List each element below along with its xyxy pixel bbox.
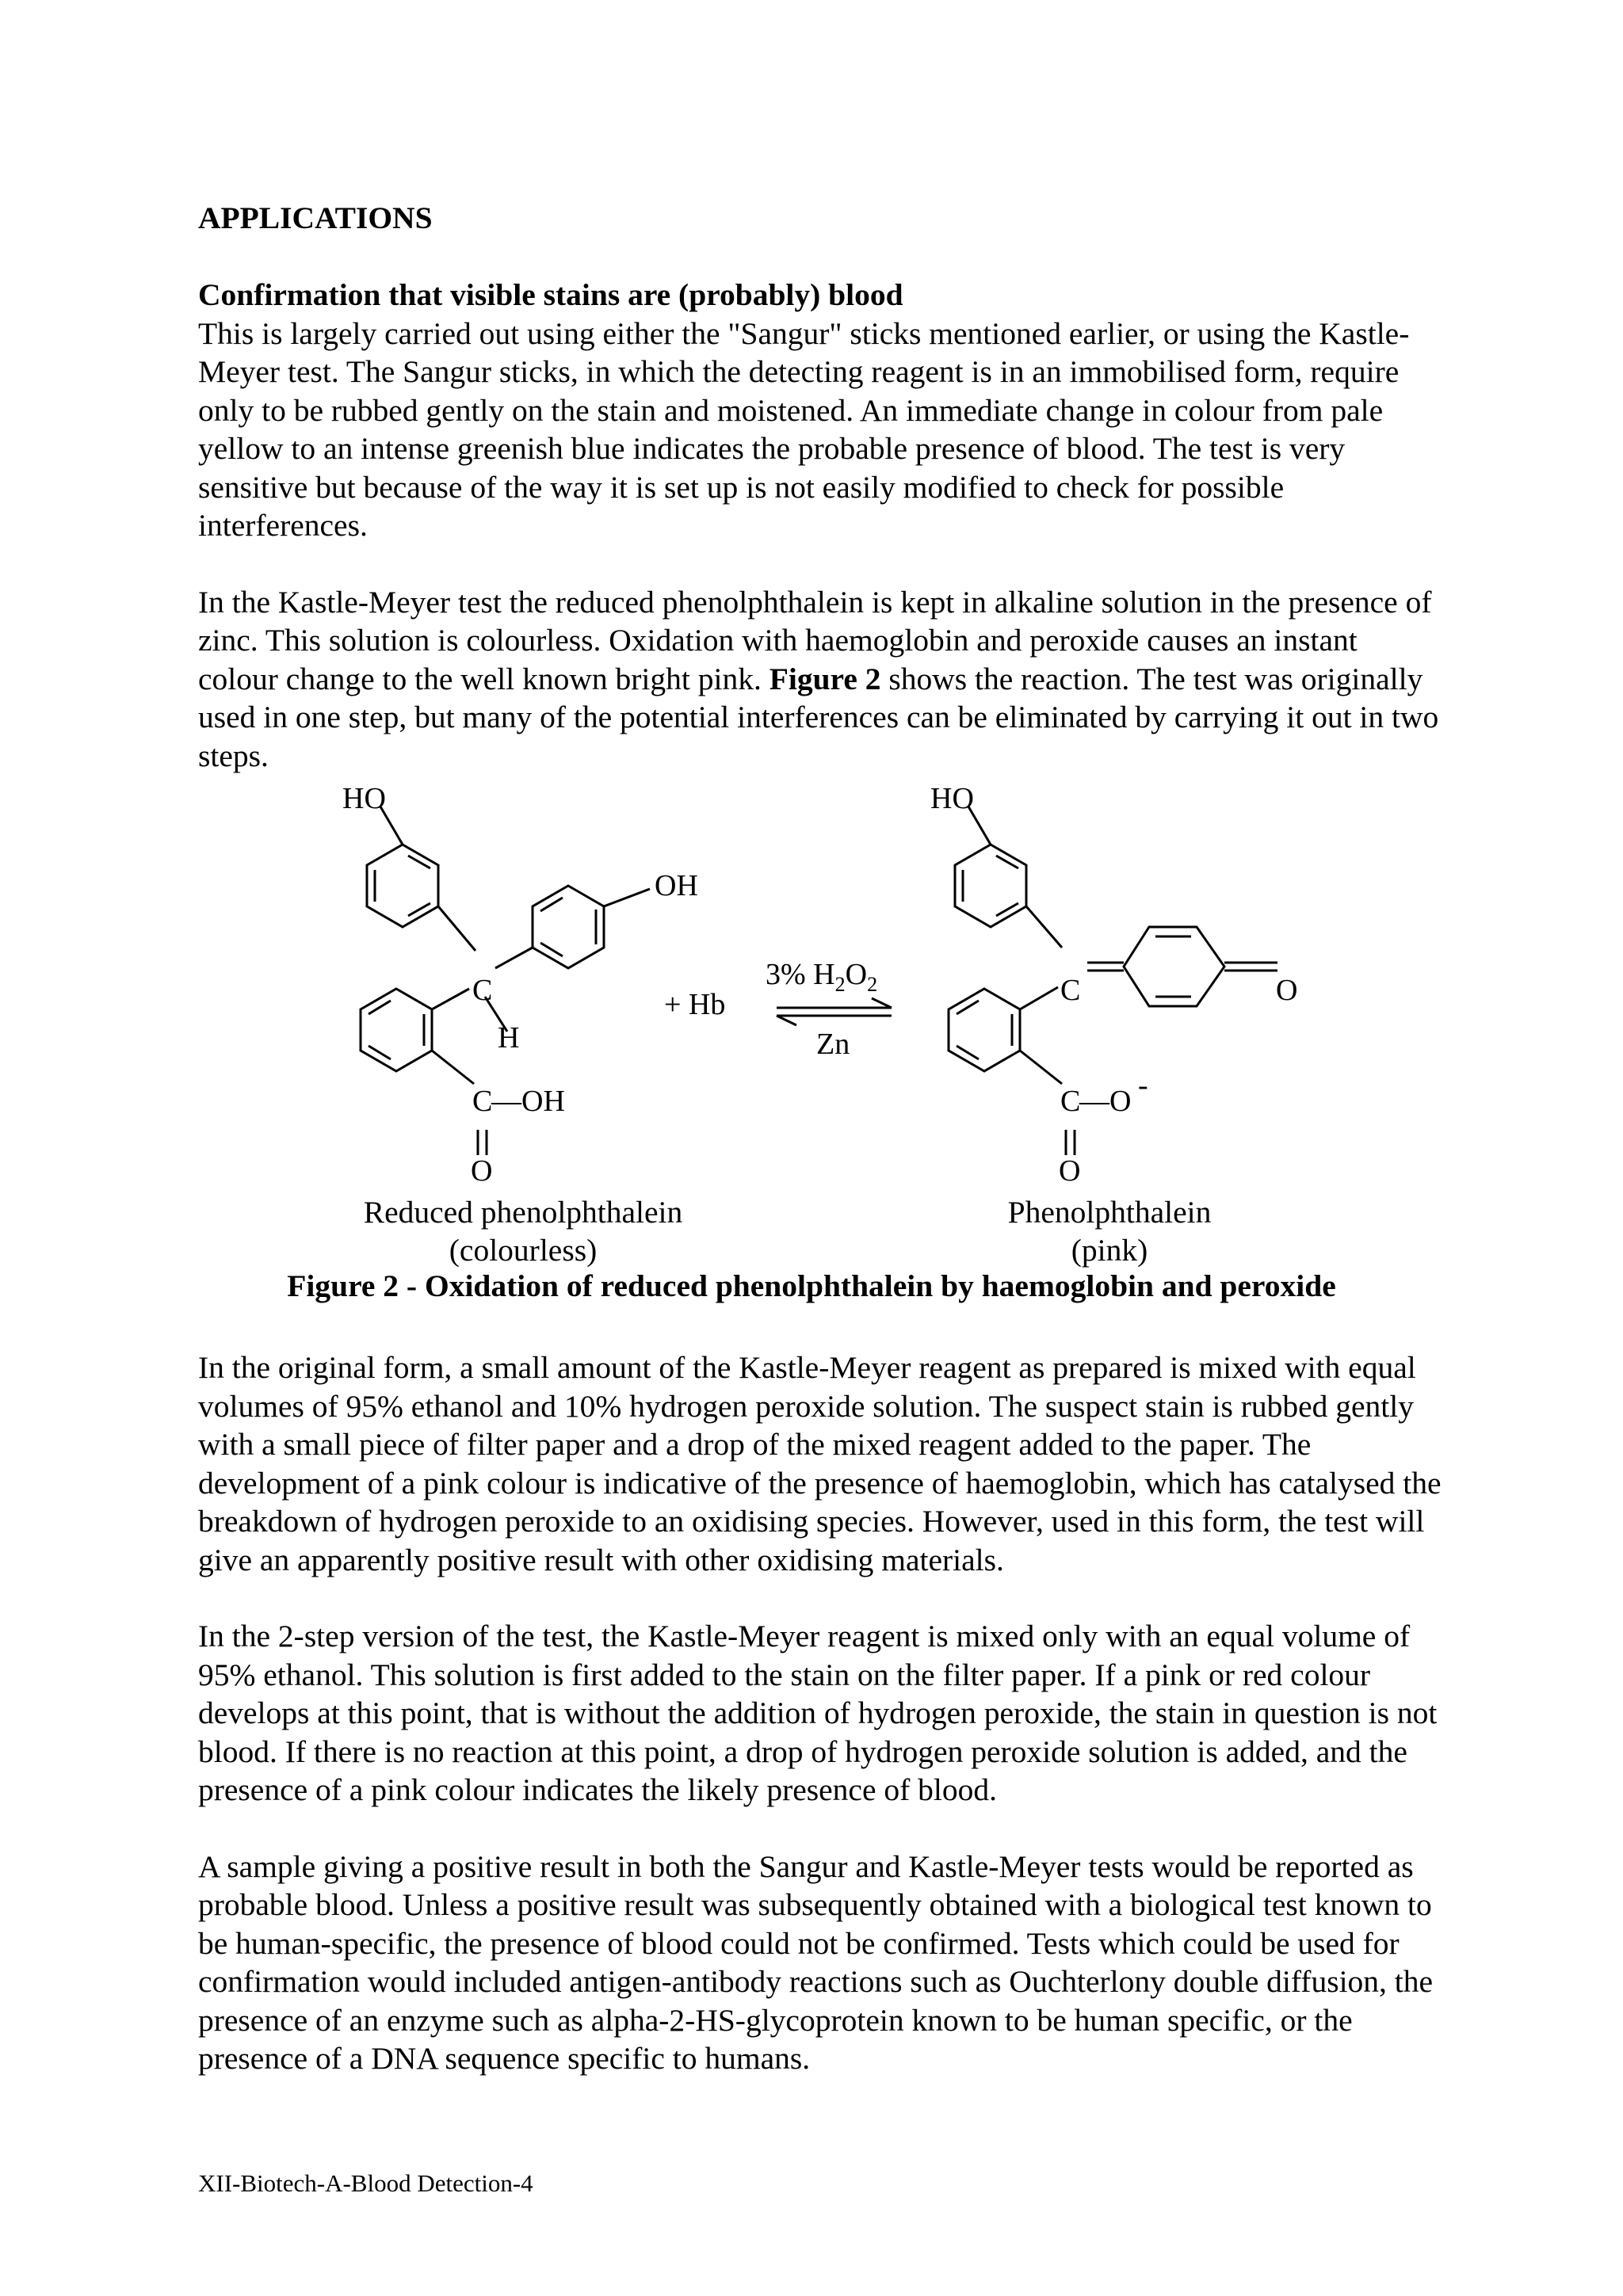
product-name: Phenolphthalein xyxy=(1007,1195,1212,1230)
central-carbon-label: C xyxy=(472,974,493,1007)
section-1 xyxy=(198,276,1442,775)
paragraph-original-form: In the original form, a small amount of the Kastle-Meyer reagent as prepared is mixed with equal volumes of 95% ethanol and 10% hydrogen peroxide solution. The suspect stain is rubbed gently with a small piece of filter paper and a drop of the mixed reagent added to the paper. The development of a pink colour is indicative of the presence of haemoglobin, which has catalysed the breakdown of hydrogen peroxide to an oxidising species. However, used in this form, the test will give an apparently positive result with other oxidising materials. xyxy=(198,1350,1442,1577)
product-colour: (pink) xyxy=(1071,1233,1148,1268)
product-label xyxy=(967,1193,1252,1269)
paragraph-text: In the Kastle-Meyer test the reduced phenolphthalein is kept in alkaline solution in the presence of zinc. This solution is colourless. Oxidation with haemoglobin and peroxide causes an instant colour change to the well known bright pink. xyxy=(198,584,1432,696)
phenol-ring-left xyxy=(367,845,438,927)
negative-charge-label: - xyxy=(1138,1069,1148,1102)
reactant-name: Reduced phenolphthalein xyxy=(363,1195,683,1230)
paragraph-kastle-meyer xyxy=(198,583,1442,776)
carbonyl-oxygen-label: O xyxy=(471,1154,493,1188)
paragraph-confirmation: A sample giving a positive result in both the Sangur and Kastle-Meyer tests would be reported as probable blood. Unless a positive result was subsequently obtained with a biological test known to be human-specific, the presence of blood could not be confirmed. Tests which could be used for confirmation would included antigen-antibody reactions such as Ouchterlony double diffusion, the presence of an enzyme such as alpha-2-HS-glycoprotein known to be human specific, or the presence of a DNA sequence specific to humans. xyxy=(198,1848,1434,2076)
carboxylate-bond-label: —O xyxy=(1079,1085,1132,1118)
page-heading: APPLICATIONS xyxy=(198,200,433,235)
ho-label-left: HO xyxy=(342,784,386,815)
figure-caption: Figure 2 - Oxidation of reduced phenolphthalein by haemoglobin and peroxide xyxy=(287,1268,1336,1303)
paragraph-text: shows the reaction. The test was originally used in one step, but many of the potential interferences can be eliminated by carrying it out in two steps. xyxy=(198,661,1439,773)
benzene-ring-product xyxy=(949,989,1020,1071)
carboxylate-carbon-label: C xyxy=(1060,1085,1081,1118)
phenol-ring-product xyxy=(955,845,1026,927)
quinoid-ring xyxy=(1124,927,1224,1006)
reagent-label: 3% $H_2O_2$ xyxy=(766,958,878,996)
carboxyl-carbon-label: C xyxy=(472,1085,493,1118)
hydroxyl-bond-label: —OH xyxy=(491,1085,565,1118)
figure-reference: Figure 2 xyxy=(769,661,881,696)
plus-haemoglobin-label: + Hb xyxy=(664,988,726,1021)
quinone-oxygen-label: O xyxy=(1276,974,1298,1007)
carboxylate-oxygen-label: O xyxy=(1059,1154,1081,1188)
paragraph-sangur: This is largely carried out using either the "Sangur" sticks mentioned earlier, or using the Kastle-Meyer test. The Sangur sticks, in which the detecting reagent is in an immobilised form, require only to be rubbed gently on the stain and moistened. An immediate change in colour from pale yellow to an intense greenish blue indicates the probable presence of blood. The test is very sensitive but because of the way it is set up is not easily modified to check for possible interferences. xyxy=(198,315,1410,543)
paragraph-two-step: In the 2-step version of the test, the Kastle-Meyer reagent is mixed only with an equal volume of 95% ethanol. This solution is first added to the stain on the filter paper. If a pink or red colour develops at this point, that is without the addition of hydrogen peroxide, the stain in question is not blood. If there is no reaction at this point, a drop of hydrogen peroxide solution is added, and the presence of a pink colour indicates the likely presence of blood. xyxy=(198,1619,1438,1807)
section-2 xyxy=(198,1348,1442,2078)
section-subheading: Confirmation that visible stains are (probably) blood xyxy=(198,277,903,312)
phenol-ring-right xyxy=(533,886,604,968)
product-central-carbon-label: C xyxy=(1060,974,1081,1007)
zinc-label: Zn xyxy=(816,1028,850,1061)
oh-label: OH xyxy=(655,869,698,902)
reactant-label xyxy=(341,1193,705,1269)
page-footer: XII-Biotech-A-Blood Detection-4 xyxy=(198,2169,533,2197)
benzene-ring-left xyxy=(361,989,432,1071)
hydrogen-label: H xyxy=(498,1021,520,1055)
reactant-colour: (colourless) xyxy=(449,1233,598,1268)
reaction-figure xyxy=(0,784,1623,1323)
ho-label-right: HO xyxy=(930,784,974,815)
reaction-diagram xyxy=(0,784,1623,1268)
